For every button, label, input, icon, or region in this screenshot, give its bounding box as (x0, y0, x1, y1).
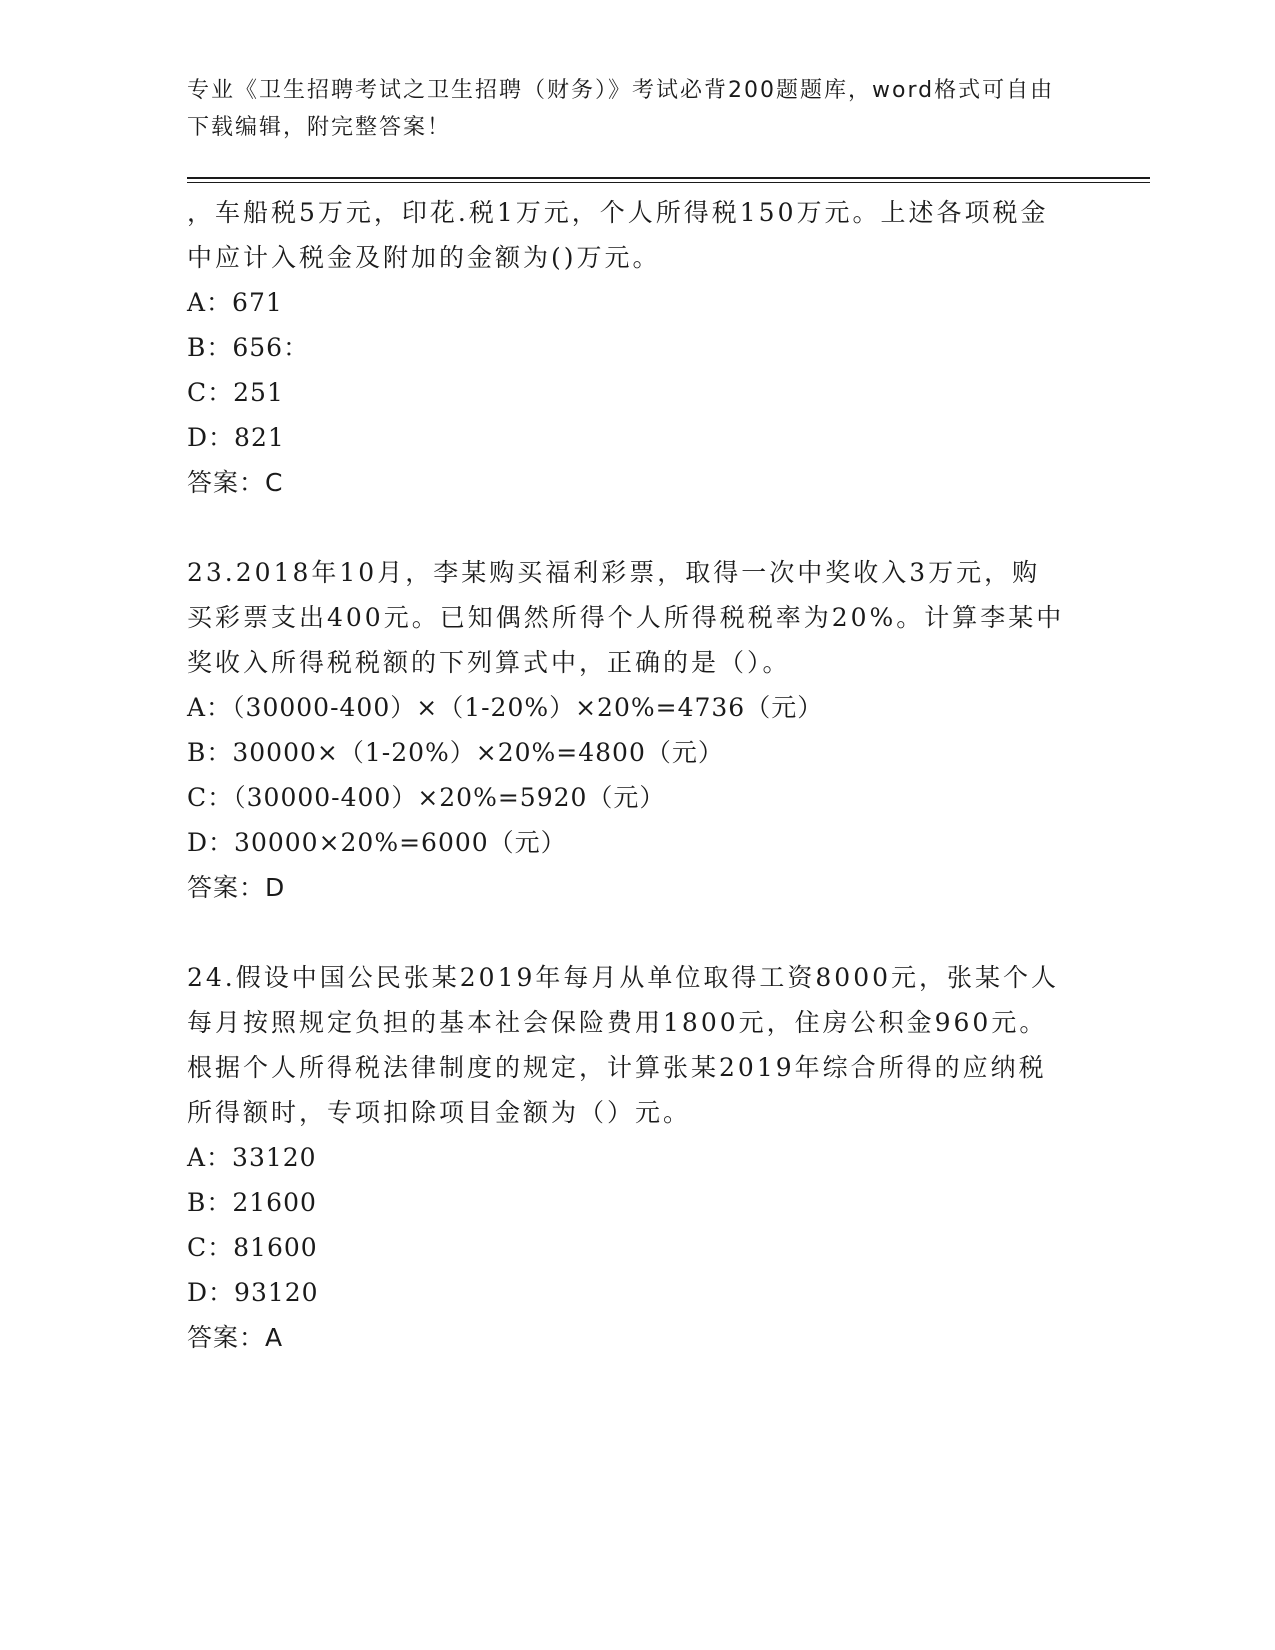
header-divider-thick (187, 177, 1150, 179)
header-divider-thin (187, 182, 1150, 183)
option-b: B：21600 (187, 1188, 317, 1217)
question-spacer (187, 505, 1067, 550)
question-list (187, 190, 1067, 1360)
option-d: D：821 (187, 423, 285, 452)
option-c: C：（30000-400）×20%=5920（元） (187, 783, 666, 812)
option-c: C：251 (187, 378, 284, 407)
question-item (187, 550, 1067, 910)
answer-line: 答案：A (187, 1323, 284, 1352)
question-stem: 23.2018年10月，李某购买福利彩票，取得一次中奖收入3万元，购买彩票支出400元。已知偶然所得个人所得税税率为20%。计算李某中奖收入所得税税额的下列算式中，正确的是（）。 (187, 558, 1065, 677)
option-b: B：30000×（1-20%）×20%=4800（元） (187, 738, 724, 767)
option-a: A：671 (187, 288, 283, 317)
option-d: D：93120 (187, 1278, 319, 1307)
option-b: B：656： (187, 333, 310, 362)
option-d: D：30000×20%=6000（元） (187, 828, 567, 857)
option-c: C：81600 (187, 1233, 318, 1262)
question-spacer (187, 910, 1067, 955)
question-stem: 24.假设中国公民张某2019年每月从单位取得工资8000元，张某个人每月按照规定负担的基本社会保险费用1800元，住房公积金960元。根据个人所得税法律制度的规定，计算张某2019年综合所得的应纳税所得额时，专项扣除项目金额为（）元。 (187, 963, 1060, 1127)
document-header: 专业《卫生招聘考试之卫生招聘（财务）》考试必背200题题库，word格式可自由下载编辑，附完整答案！ (187, 78, 1055, 140)
answer-line: 答案：D (187, 873, 286, 902)
option-a: A：33120 (187, 1143, 317, 1172)
question-item (187, 190, 1067, 505)
answer-line: 答案：C (187, 468, 284, 497)
question-stem: ，车船税5万元，印花.税1万元，个人所得税150万元。上述各项税金中应计入税金及附加的金额为()万元。 (187, 198, 1049, 272)
question-item (187, 955, 1067, 1360)
option-a: A：（30000-400）×（1-20%）×20%=4736（元） (187, 693, 824, 722)
